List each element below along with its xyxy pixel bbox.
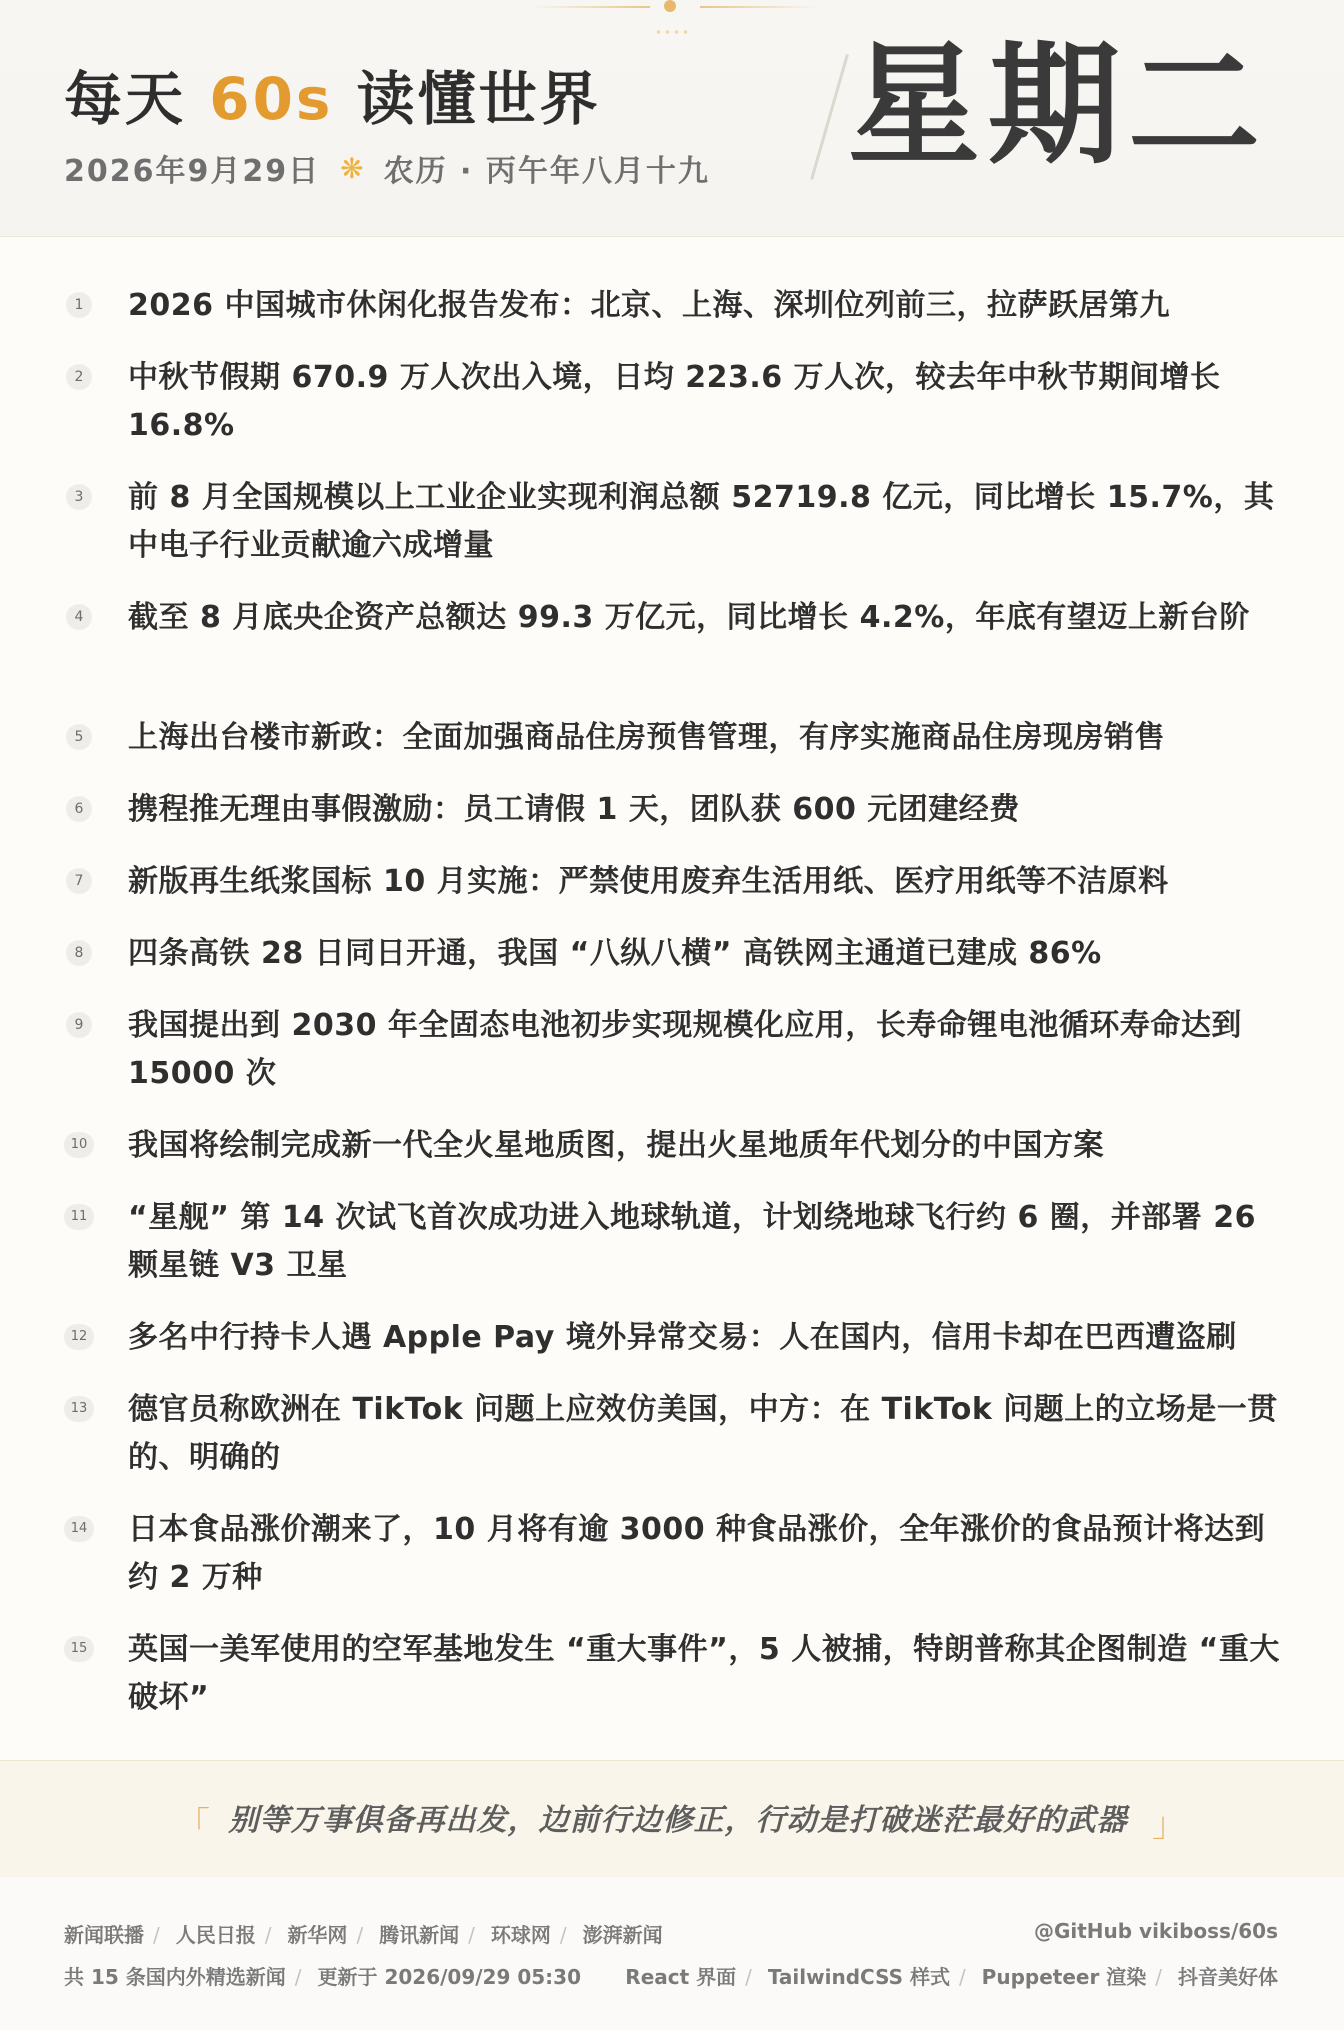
news-sources: 新闻联播 / 人民日报 / 新华网 / 腾讯新闻 / 环球网 / 澎湃新闻: [64, 1923, 663, 1947]
news-text: 日本食品涨价潮来了，10 月将有逾 3000 种食品涨价，全年涨价的食品预计将达到约 2 万种: [128, 1512, 1266, 1595]
news-number: 2: [66, 364, 92, 390]
news-number: 13: [64, 1396, 94, 1422]
date-text: 2026年9月29日: [64, 154, 321, 189]
source-item: 环球网: [490, 1923, 551, 1947]
news-text: 携程推无理由事假激励：员工请假 1 天，团队获 600 元团建经费: [128, 792, 1020, 827]
footer: [0, 1877, 1344, 2030]
source-item: 腾讯新闻: [379, 1923, 460, 1947]
news-text: 2026 中国城市休闲化报告发布：北京、上海、深圳位列前三，拉萨跃居第九: [128, 288, 1170, 323]
news-text: 新版再生纸浆国标 10 月实施：严禁使用废弃生活用纸、医疗用纸等不洁原料: [128, 864, 1169, 899]
news-number: 11: [64, 1204, 94, 1230]
news-number: 1: [66, 292, 92, 318]
news-count: 共 15 条国内外精选新闻: [64, 1965, 286, 1989]
tech-stack: React 界面 / TailwindCSS 样式 / Puppeteer 渲染 / 抖音美好体: [625, 1965, 1278, 1989]
daily-quote: [0, 1760, 1344, 1878]
news-number: 5: [66, 724, 92, 750]
news-number: 3: [66, 484, 92, 510]
stack-item: 抖音美好体: [1178, 1965, 1278, 1989]
news-number: 7: [66, 868, 92, 894]
news-text: 截至 8 月底央企资产总额达 99.3 万亿元，同比增长 4.2%，年底有望迈上新台阶: [128, 600, 1250, 635]
news-text: 多名中行持卡人遇 Apple Pay 境外异常交易：人在国内，信用卡却在巴西遭盗刷: [128, 1320, 1237, 1355]
github-credit[interactable]: @GitHub vikiboss/60s: [1033, 1919, 1278, 1943]
news-text: 上海出台楼市新政：全面加强商品住房预售管理，有序实施商品住房现房销售: [128, 720, 1165, 755]
brand-suffix: 读懂世界: [356, 65, 601, 133]
news-text: 德官员称欧洲在 TikTok 问题上应效仿美国，中方：在 TikTok 问题上的立场是一贯的、明确的: [128, 1392, 1278, 1475]
news-text: 四条高铁 28 日同日开通，我国 “八纵八横” 高铁网主通道已建成 86%: [128, 936, 1102, 971]
news-number: 6: [66, 796, 92, 822]
news-text: 前 8 月全国规模以上工业企业实现利润总额 52719.8 亿元，同比增长 15.7%，其中电子行业贡献逾六成增量: [128, 480, 1275, 563]
lunar-date: 农历 · 丙午年八月十九: [383, 154, 710, 189]
update-time: 更新于 2026/09/29 05:30: [317, 1965, 582, 1989]
stack-item: React 界面: [625, 1965, 737, 1989]
date-line: [64, 146, 710, 190]
news-number: 14: [64, 1516, 94, 1542]
quote-open-mark: 「: [176, 1805, 210, 1845]
news-number: 8: [66, 940, 92, 966]
news-number: 10: [64, 1132, 94, 1158]
weekday: 星期二: [848, 29, 1268, 183]
header: [0, 0, 1344, 237]
divider-slash: [810, 54, 849, 180]
source-item: 澎湃新闻: [582, 1923, 663, 1947]
source-item: 人民日报: [175, 1923, 256, 1947]
news-number: 9: [66, 1012, 92, 1038]
news-text: 我国提出到 2030 年全固态电池初步实现规模化应用，长寿命锂电池循环寿命达到 15000 次: [128, 1008, 1242, 1091]
news-number: 15: [64, 1636, 94, 1662]
news-text: 我国将绘制完成新一代全火星地质图，提出火星地质年代划分的中国方案: [128, 1128, 1104, 1163]
news-meta: 共 15 条国内外精选新闻 / 更新于 2026/09/29 05:30: [64, 1965, 582, 1989]
brand-title: [64, 52, 601, 136]
quote-close-mark: 」: [1152, 1805, 1186, 1845]
news-number: 4: [66, 604, 92, 630]
quote-text: 别等万事俱备再出发，边前行边修正，行动是打破迷茫最好的武器: [228, 1803, 1128, 1838]
news-number: 12: [64, 1324, 94, 1350]
brand-accent: 60s: [209, 65, 334, 133]
news-text: 英国一美军使用的空军基地发生 “重大事件”，5 人被捕，特朗普称其企图制造 “重大破坏”: [128, 1632, 1280, 1715]
news-text: “星舰” 第 14 次试飞首次成功进入地球轨道，计划绕地球飞行约 6 圈，并部署 26 颗星链 V3 卫星: [128, 1200, 1256, 1283]
news-text: 中秋节假期 670.9 万人次出入境，日均 223.6 万人次，较去年中秋节期间增长 16.8%: [128, 360, 1221, 443]
source-item: 新闻联播: [64, 1923, 144, 1947]
source-item: 新华网: [287, 1923, 348, 1947]
stack-item: TailwindCSS 样式: [767, 1965, 950, 1989]
ornament-dot-icon: [664, 0, 676, 12]
stack-item: Puppeteer 渲染: [981, 1965, 1147, 1989]
sun-icon: ❋: [340, 151, 366, 185]
brand-prefix: 每天: [64, 65, 187, 133]
